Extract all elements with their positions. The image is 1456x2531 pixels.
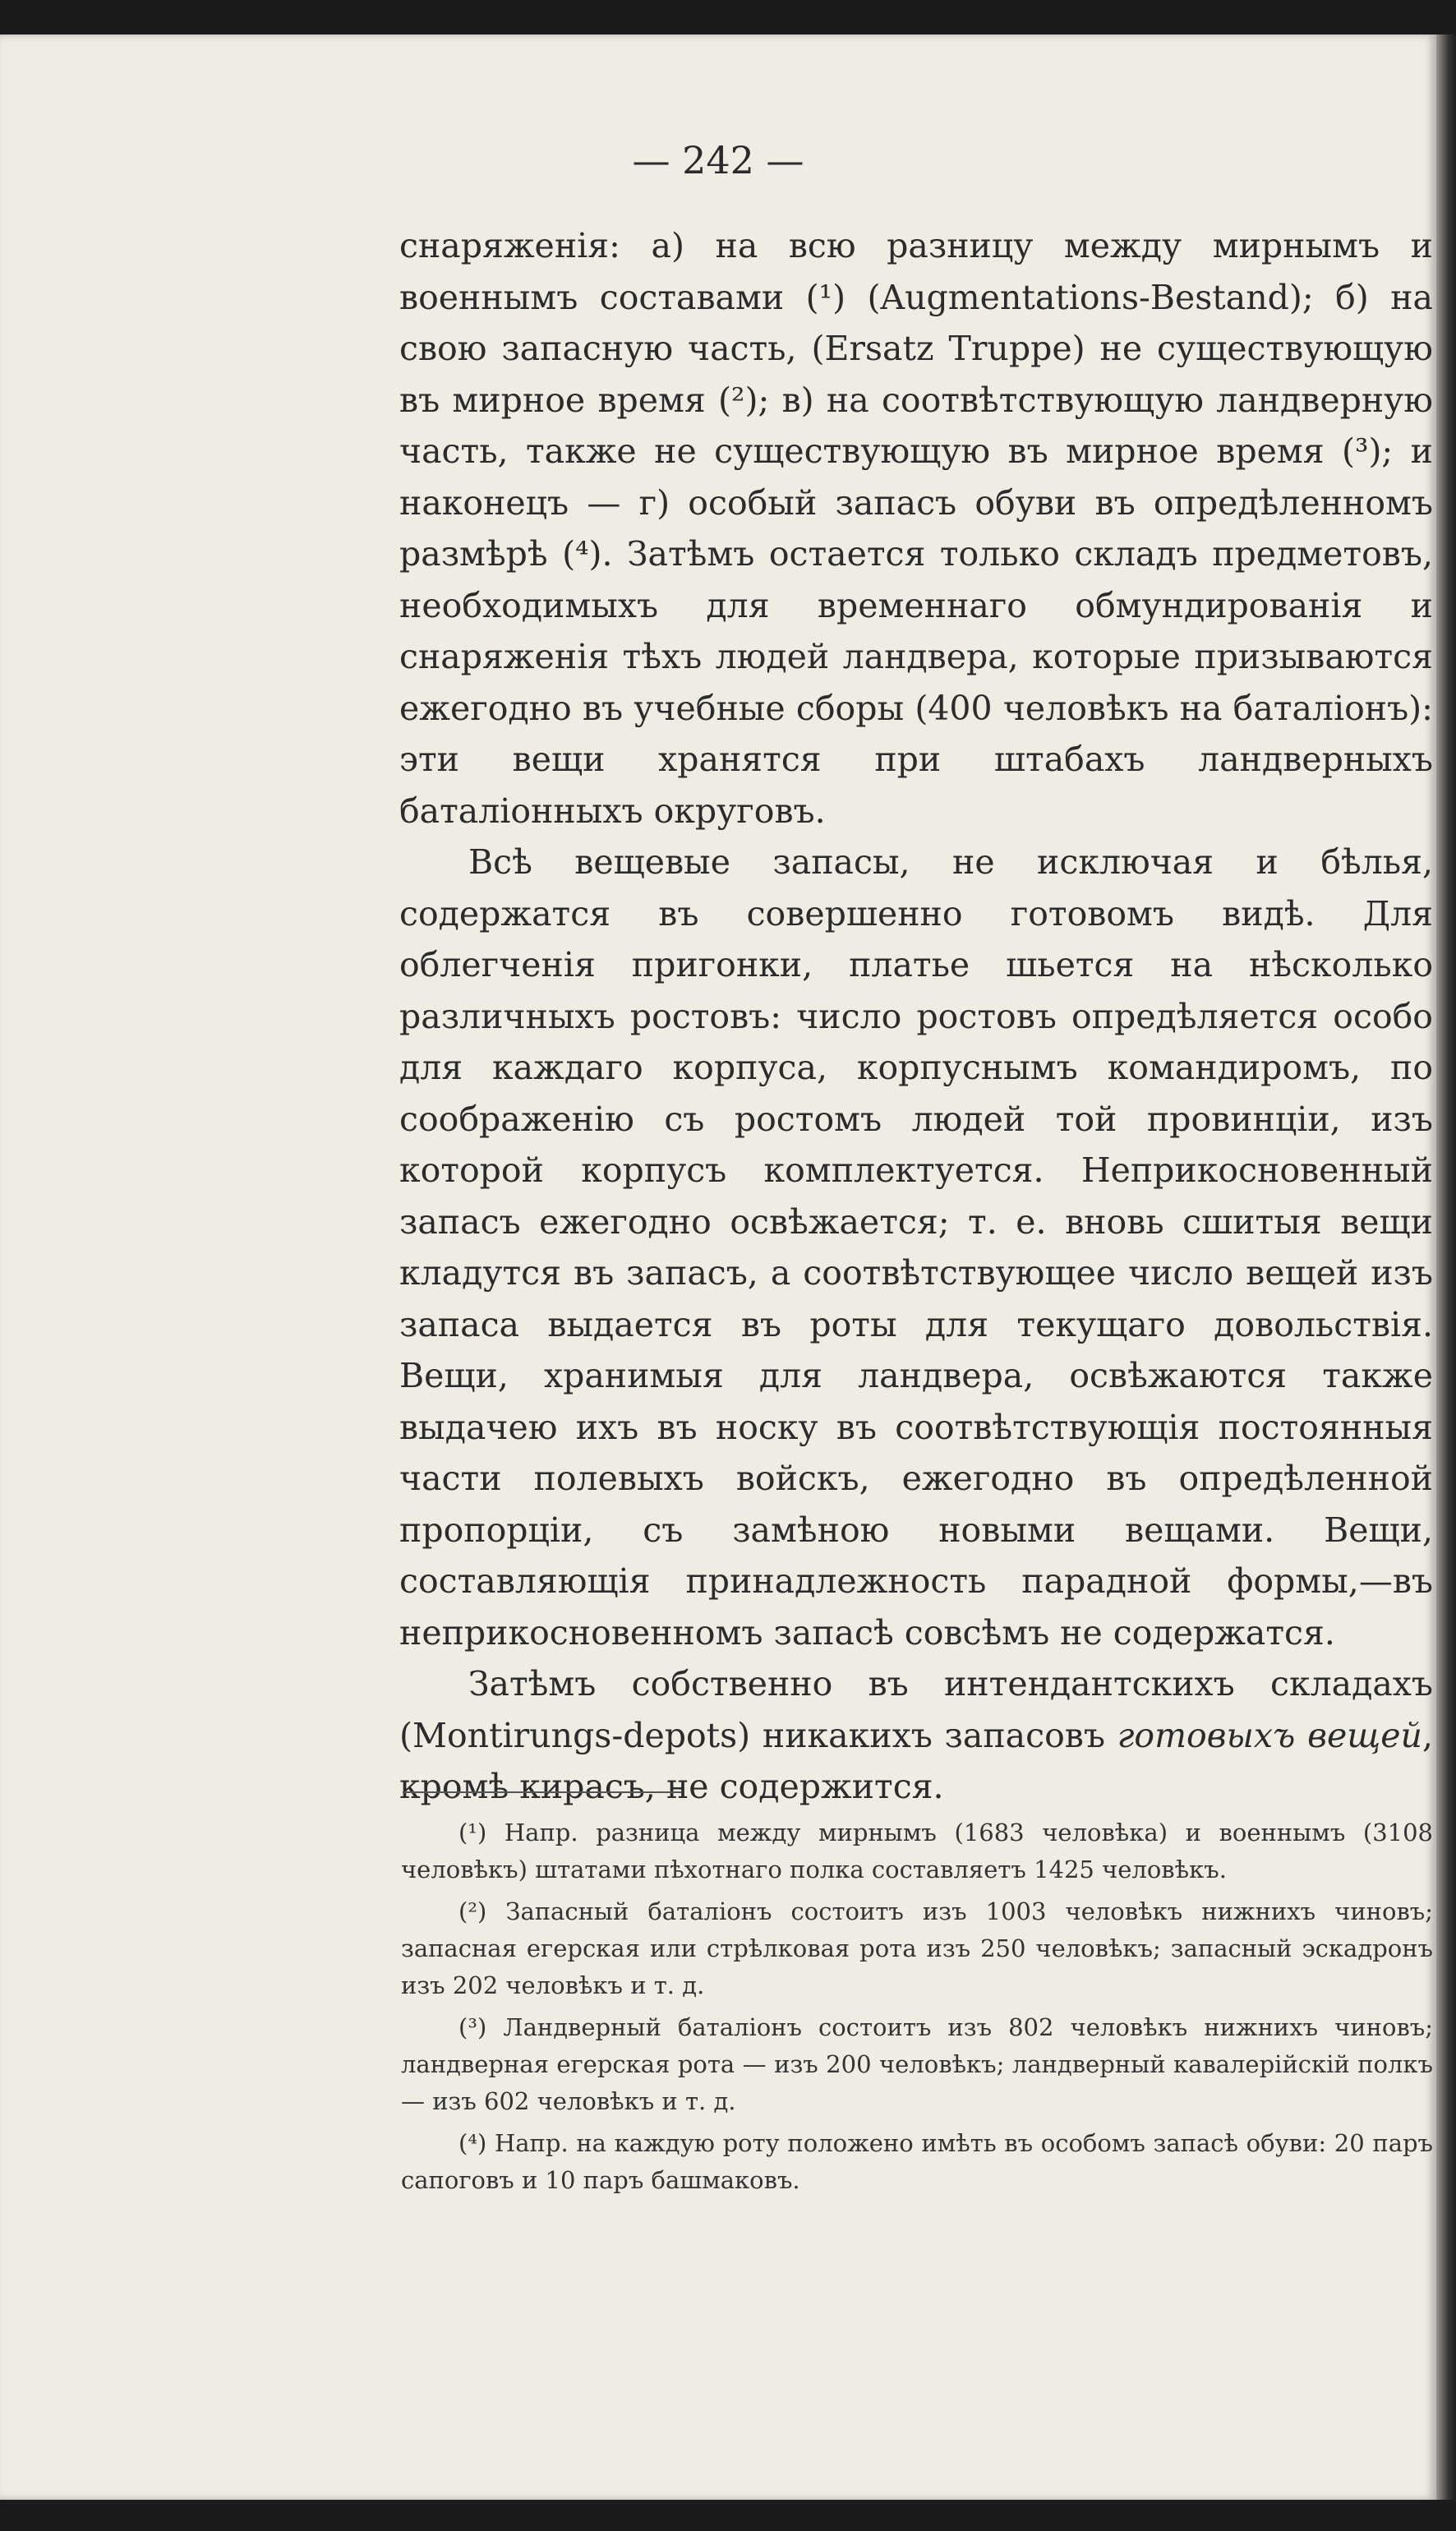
- paragraph-3-emphasis: готовыхъ вещей: [1117, 1715, 1422, 1755]
- footnote-divider: [403, 1791, 682, 1793]
- footnote-1-mark: (¹): [458, 1819, 487, 1846]
- paragraph-3-before: Затѣмъ собственно въ интендантскихъ складахъ (Montirungs-depots) никакихъ запасовъ: [399, 1664, 1433, 1755]
- footnote-4-text: Напр. на каждую роту положено имѣть въ особомъ запасѣ обуви: 20 паръ сапоговъ и 10 паръ башмаковъ.: [401, 2129, 1434, 2194]
- main-text: [399, 220, 1433, 1813]
- footnotes: [401, 1814, 1433, 2204]
- footnote-1: [401, 1814, 1433, 1888]
- footnote-4-mark: (⁴): [458, 2129, 487, 2157]
- footnote-3-text: Ландверный баталіонъ состоитъ изъ 802 человѣкъ нижнихъ чиновъ; ландверная егерская рота — изъ 200 человѣкъ; ландверный кавалерійскій полкъ — изъ 602 человѣкъ и т. д.: [401, 2013, 1433, 2115]
- footnote-1-text: Напр. разница между мирнымъ (1683 человѣка) и военнымъ (3108 человѣкъ) штатами пѣхотнаго полка составляетъ 1425 человѣкъ.: [401, 1819, 1434, 1883]
- footnote-3-mark: (³): [458, 2013, 487, 2041]
- paragraph-2: Всѣ вещевые запасы, не исключая и бѣлья, содержатся въ совершенно готовомъ видѣ. Для облегченія пригонки, платье шьется на нѣсколько различныхъ ростовъ: число ростовъ опредѣляется особо для каждаго корпуса, корпуснымъ командиромъ, по соображенію съ ростомъ людей той провинціи, изъ которой корпусъ комплектуется. Неприкосновенный запасъ ежегодно освѣжается; т. е. вновь сшитыя вещи кладутся въ запасъ, а соотвѣтствующее число вещей изъ запаса выдается въ роты для текущаго довольствія. Вещи, хранимыя для ландвера, освѣжаются также выдачею ихъ въ носку въ соотвѣтствующія постоянныя части полевыхъ войскъ, ежегодно въ опредѣленной пропорціи, съ замѣною новыми вещами. Вещи, составляющія принадлежность парадной формы,—въ неприкосновенномъ запасѣ совсѣмъ не содержатся.: [399, 842, 1433, 1653]
- paragraph-3-after: , кромѣ кирасъ, не содержится.: [399, 1715, 1433, 1806]
- footnote-4: [401, 2125, 1433, 2199]
- footnote-3: [401, 2009, 1433, 2120]
- page-edge-shadow: [1436, 35, 1456, 2500]
- page-number: — 242 —: [632, 138, 804, 182]
- footnote-2: [401, 1893, 1433, 2004]
- paragraph-3: [399, 1658, 1433, 1813]
- paragraph-1: снаряженія: а) на всю разницу между мирнымъ и военнымъ составами (¹) (Augmentations-Bestand); б) на свою запасную часть, (Ersatz Truppe) не существующую въ мирное время (²); в) на соотвѣтствующую ландверную часть, также не существующую въ мирное время (³); и наконецъ — г) особый запасъ обуви въ опредѣленномъ размѣрѣ (⁴). Затѣмъ остается только складъ предметовъ, необходимыхъ для временнаго обмундированія и снаряженія тѣхъ людей ландвера, которые призываются ежегодно въ учебные сборы (400 человѣкъ на баталіонъ): эти вещи хранятся при штабахъ ландверныхъ баталіонныхъ округовъ.: [399, 226, 1433, 831]
- footnote-2-mark: (²): [458, 1897, 487, 1925]
- footnote-2-text: Запасный баталіонъ состоитъ изъ 1003 человѣкъ нижнихъ чиновъ; запасная егерская или стрѣлковая рота изъ 250 человѣкъ; запасный эскадронъ изъ 202 человѣкъ и т. д.: [401, 1897, 1433, 1999]
